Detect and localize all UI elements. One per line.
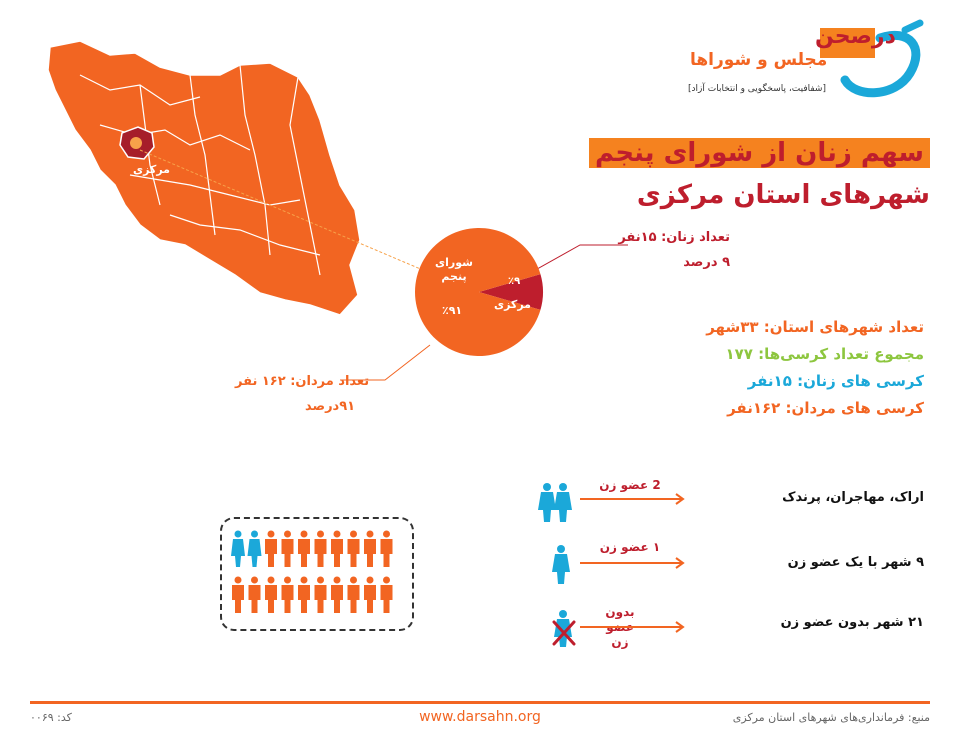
man-icon — [381, 531, 393, 568]
main-title: سهم زنان از شورای پنجم — [589, 138, 930, 168]
breakdown-row-2-arrow-label: ۱ عضو زن — [599, 540, 661, 554]
footer-code: کد: ۰۰۶۹ — [30, 711, 72, 724]
man-icon — [232, 577, 244, 614]
breakdown-row-2-label: ۹ شهر با یک عضو زن — [787, 555, 924, 570]
logo-tagline: [شفافیت، پاسخگویی و انتخابات آزاد] — [688, 84, 826, 94]
logo-subtitle: مجلس و شوراها — [690, 50, 828, 70]
pie-center-text: شورای پنجم — [435, 256, 473, 283]
women-count: تعداد زنان: ۱۵نفر — [618, 230, 730, 245]
stat-total-seats: مجموع تعداد کرسی‌ها: ۱۷۷ — [725, 345, 924, 363]
breakdown-row-3-label: ۲۱ شهر بدون عضو زن — [780, 615, 924, 630]
pie-women-percent: ٩٪ — [508, 276, 521, 287]
man-icon — [315, 531, 327, 568]
map-region-label: مرکزی — [133, 163, 170, 176]
woman-icon — [231, 531, 245, 568]
arrow-icon — [580, 558, 683, 568]
man-icon — [331, 577, 343, 614]
men-percent: ۹۱درصد — [305, 399, 356, 414]
man-icon — [298, 531, 310, 568]
pie-men-percent: ٩١٪ — [442, 304, 463, 317]
footer-url[interactable]: www.darsahn.org — [419, 709, 541, 725]
logo-name: درصحن — [815, 24, 896, 49]
pie-chart — [412, 225, 546, 359]
breakdown-row-3-arrow-label: بدون عضو زن — [605, 605, 635, 649]
man-icon — [331, 531, 343, 568]
man-icon — [364, 531, 376, 568]
breakdown-row-1-label: اراک، مهاجران، پرندک — [782, 490, 924, 505]
woman-icon — [552, 545, 570, 584]
woman-icon — [248, 531, 262, 568]
man-icon — [348, 531, 360, 568]
woman-icon — [538, 483, 556, 522]
footer-divider — [30, 701, 930, 704]
man-icon — [265, 577, 277, 614]
man-icon — [249, 577, 261, 614]
people-grid — [230, 530, 405, 618]
man-icon — [298, 577, 310, 614]
footer-source: منبع: فرمانداری‌های شهرهای استان مرکزی — [732, 711, 930, 724]
breakdown-row-1-arrow-label: 2 عضو زن — [599, 478, 661, 492]
man-icon — [282, 577, 294, 614]
woman-icon — [554, 483, 572, 522]
stat-cities: تعداد شهرهای استان: ۳۳شهر — [706, 318, 924, 336]
arrow-icon — [580, 494, 683, 504]
men-count: تعداد مردان: ۱۶۲ نفر — [235, 374, 370, 389]
arrow-icon — [580, 622, 683, 632]
man-icon — [364, 577, 376, 614]
pie-women-region: مرکزی — [494, 298, 531, 311]
man-icon — [265, 531, 277, 568]
breakdown-arrows — [530, 470, 700, 650]
man-icon — [315, 577, 327, 614]
man-icon — [282, 531, 294, 568]
stat-men-seats: کرسی های مردان: ۱۶۲نفر — [727, 399, 924, 417]
man-icon — [381, 577, 393, 614]
stat-women-seats: کرسی های زنان: ۱۵نفر — [747, 372, 924, 390]
man-icon — [348, 577, 360, 614]
sub-title: شهرهای استان مرکزی — [636, 180, 930, 210]
women-percent: ۹ درصد — [683, 255, 730, 270]
